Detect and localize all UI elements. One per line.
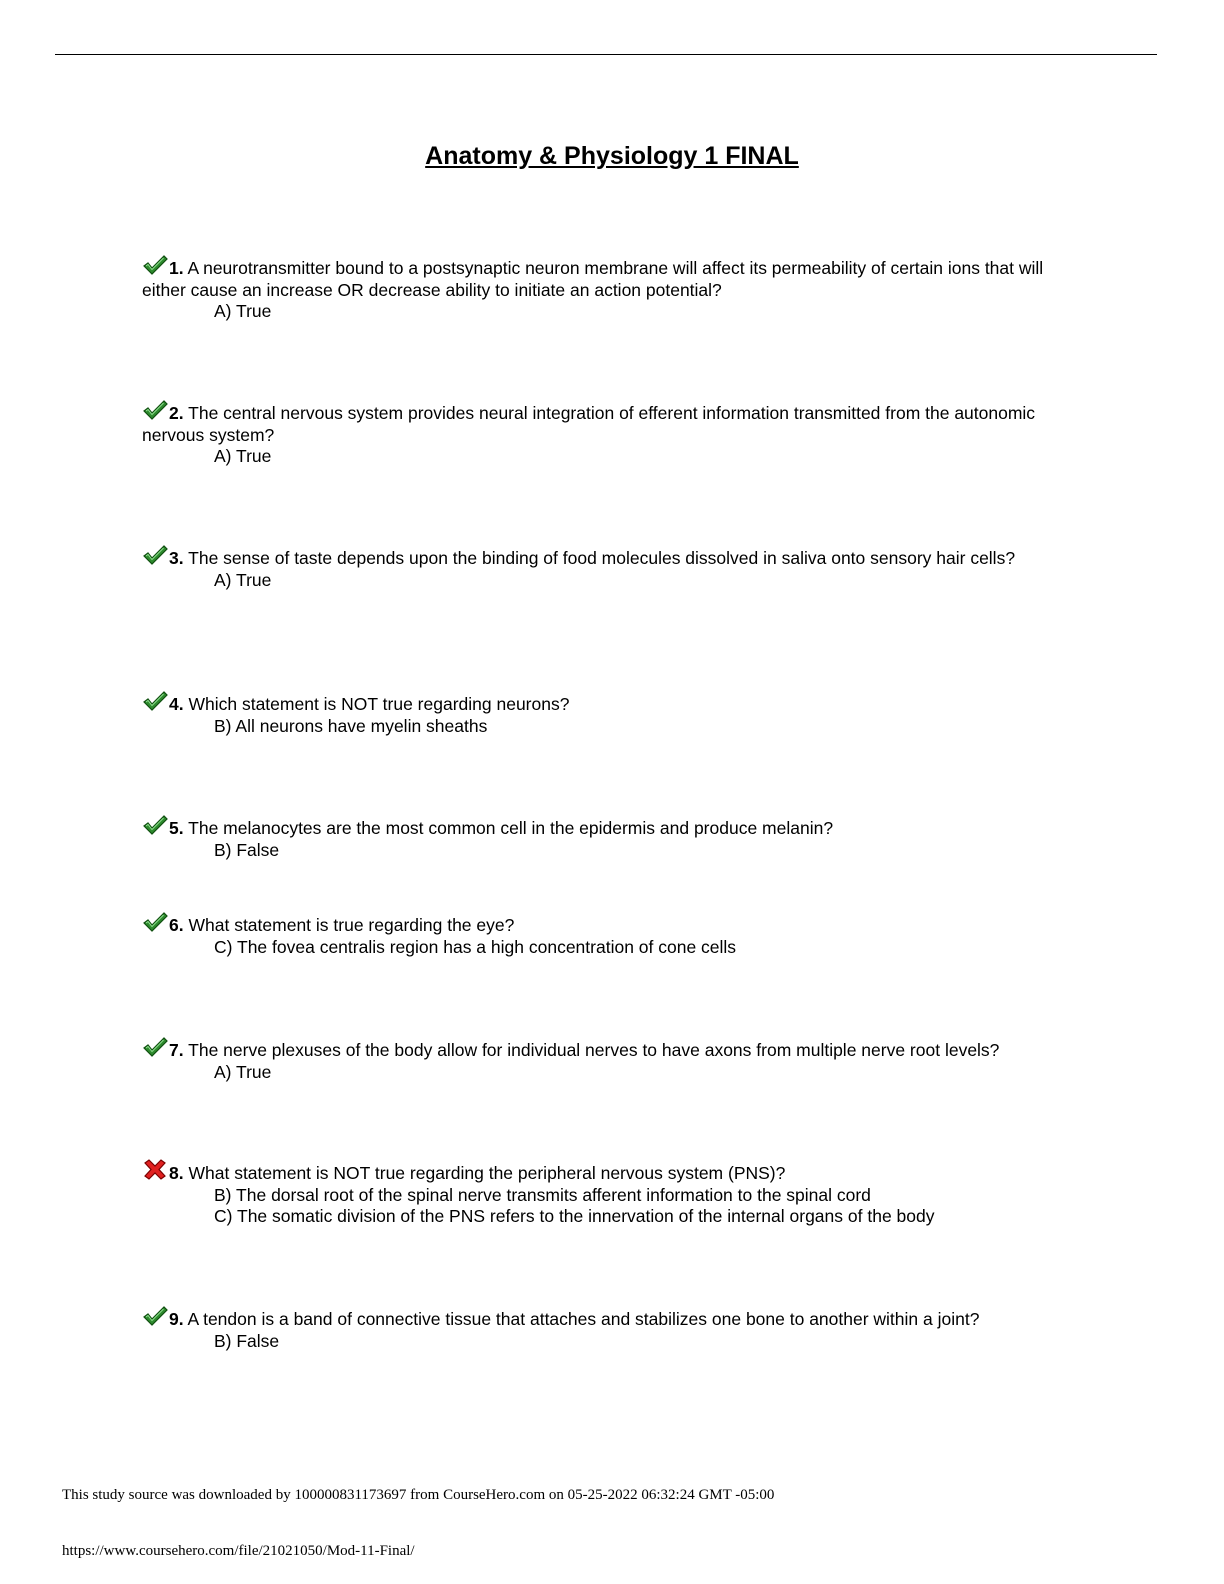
question-number: 9.: [169, 1309, 184, 1329]
answer: B) The dorsal root of the spinal nerve transmits afferent information to the spinal cord: [214, 1184, 871, 1205]
question-3: [142, 544, 1082, 591]
answer: A) True: [214, 569, 272, 590]
answer: B) All neurons have myelin sheaths: [214, 715, 488, 736]
question-8: [142, 1159, 1082, 1228]
question-2: [142, 399, 1082, 468]
answer: A) True: [214, 446, 272, 466]
question-9: [142, 1305, 1082, 1352]
page-title: Anatomy & Physiology 1 FINAL: [425, 142, 799, 170]
question-number: 4.: [169, 694, 184, 714]
question-7: [142, 1036, 1082, 1083]
question-text: A neurotransmitter bound to a postsynaptic neuron membrane will affect its permeability of certain ions that will either cause an increase OR decrease ability to initiate an action potential?: [142, 258, 1044, 300]
question-1: [142, 254, 1082, 323]
question-number: 1.: [169, 258, 184, 278]
correct-icon: [142, 1305, 168, 1327]
correct-icon: [142, 911, 168, 933]
correct-icon: [142, 1036, 168, 1058]
answer: B) False: [214, 1330, 280, 1351]
answer: B) False: [214, 839, 280, 860]
question-number: 7.: [169, 1040, 184, 1060]
question-text: The nerve plexuses of the body allow for individual nerves to have axons from multiple nerve root levels?: [188, 1040, 1000, 1060]
question-5: [142, 814, 1082, 861]
question-number: 2.: [169, 403, 184, 423]
question-number: 8.: [169, 1163, 184, 1183]
correct-icon: [142, 814, 168, 836]
answer: A) True: [214, 301, 272, 321]
answer: C) The fovea centralis region has a high concentration of cone cells: [214, 936, 737, 957]
answer: A) True: [214, 1061, 272, 1082]
question-6: [142, 911, 1082, 958]
question-text: The melanocytes are the most common cell in the epidermis and produce melanin?: [188, 818, 834, 838]
source-url: https://www.coursehero.com/file/21021050/Mod-11-Final/: [62, 1543, 415, 1559]
source-footer: This study source was downloaded by 100000831173697 from CourseHero.com on 05-25-2022 06:32:24 GMT -05:00: [62, 1487, 775, 1503]
question-text: Which statement is NOT true regarding neurons?: [188, 694, 570, 714]
answer: C) The somatic division of the PNS refers to the innervation of the internal organs of the body: [214, 1206, 935, 1226]
correct-icon: [142, 690, 168, 712]
question-number: 5.: [169, 818, 184, 838]
question-text: What statement is true regarding the eye?: [188, 915, 515, 935]
correct-icon: [142, 254, 168, 276]
incorrect-icon: [142, 1159, 168, 1181]
correct-icon: [142, 544, 168, 566]
question-text: The sense of taste depends upon the binding of food molecules dissolved in saliva onto sensory hair cells?: [188, 548, 1016, 568]
correct-icon: [142, 399, 168, 421]
question-number: 6.: [169, 915, 184, 935]
question-text: What statement is NOT true regarding the peripheral nervous system (PNS)?: [188, 1163, 786, 1183]
question-text: The central nervous system provides neural integration of efferent information transmitted from the autonomic nervous system?: [142, 403, 1036, 445]
top-rule: [55, 54, 1157, 55]
question-4: [142, 690, 1082, 737]
question-text: A tendon is a band of connective tissue that attaches and stabilizes one bone to another within a joint?: [187, 1309, 980, 1329]
question-number: 3.: [169, 548, 184, 568]
